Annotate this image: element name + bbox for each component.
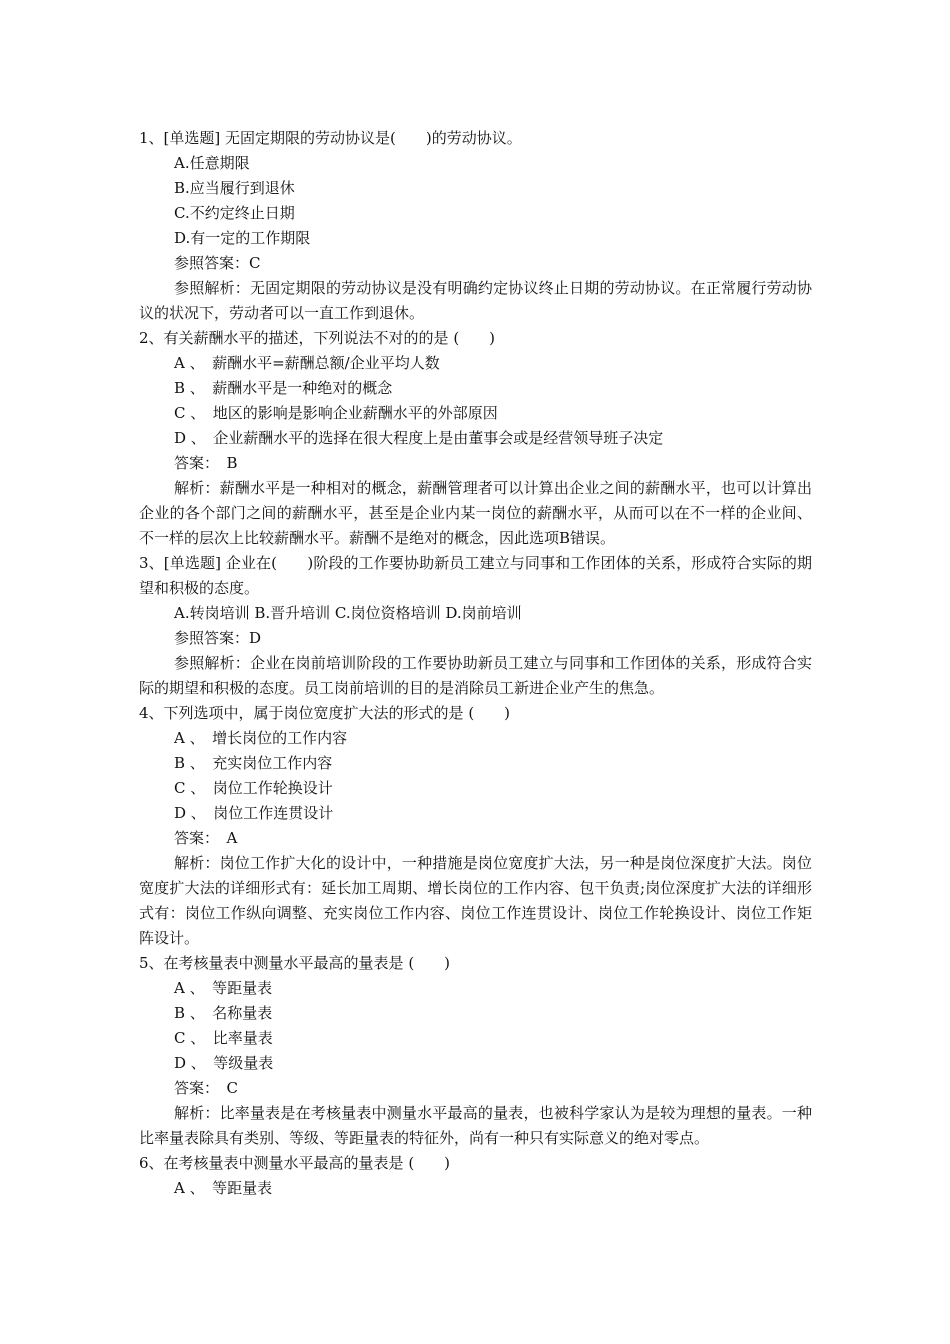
option-d: D 、 等级量表 (174, 1054, 274, 1072)
question-title: 3、[单选题] 企业在( )阶段的工作要协助新员工建立与同事和工作团体的关系，形成符合实际的期望和积极的态度。 (139, 554, 812, 597)
question-1 (139, 126, 812, 326)
option-a: A.任意期限 (174, 154, 250, 172)
option-c: C.不约定终止日期 (174, 204, 295, 222)
answer: 答案： C (174, 1079, 238, 1097)
question-5 (139, 951, 812, 1151)
answer: 参照答案：C (174, 254, 261, 272)
option-a: A 、 等距量表 (174, 1179, 273, 1197)
option-list: A.转岗培训 B.晋升培训 C.岗位资格培训 D.岗前培训 (174, 604, 522, 622)
question-3 (139, 551, 812, 701)
option-a: A 、 等距量表 (174, 979, 273, 997)
analysis: 解析：比率量表是在考核量表中测量水平最高的量表，也被科学家认为是较为理想的量表。一种比率量表除具有类别、等级、等距量表的特征外，尚有一种只有实际意义的绝对零点。 (139, 1104, 812, 1147)
question-title: 6、在考核量表中测量水平最高的量表是 ( ) (139, 1154, 451, 1172)
analysis: 参照解析：无固定期限的劳动协议是没有明确约定协议终止日期的劳动协议。在正常履行劳动协议的状况下，劳动者可以一直工作到退休。 (139, 279, 812, 322)
question-2 (139, 326, 812, 551)
question-title: 1、[单选题] 无固定期限的劳动协议是( )的劳动协议。 (139, 129, 522, 147)
option-d: D 、 企业薪酬水平的选择在很大程度上是由董事会或是经营领导班子决定 (174, 429, 664, 447)
option-b: B.应当履行到退休 (174, 179, 295, 197)
question-4 (139, 701, 812, 951)
option-d: D.有一定的工作期限 (174, 229, 311, 247)
option-c: C 、 岗位工作轮换设计 (174, 779, 333, 797)
analysis: 解析：薪酬水平是一种相对的概念，薪酬管理者可以计算出企业之间的薪酬水平，也可以计算出企业的各个部门之间的薪酬水平，甚至是企业内某一岗位的薪酬水平，从而可以在不一样的企业间、不一样的层次上比较薪酬水平。薪酬不是绝对的概念，因此选项B错误。 (139, 479, 812, 547)
option-a: A 、 薪酬水平=薪酬总额/企业平均人数 (174, 354, 440, 372)
question-6 (139, 1151, 812, 1201)
question-title: 4、下列选项中，属于岗位宽度扩大法的形式的是 ( ) (139, 704, 511, 722)
answer: 参照答案：D (174, 629, 262, 647)
question-title: 2、有关薪酬水平的描述，下列说法不对的的是 ( ) (139, 329, 496, 347)
question-title: 5、在考核量表中测量水平最高的量表是 ( ) (139, 954, 451, 972)
answer: 答案： A (174, 829, 238, 847)
analysis: 参照解析：企业在岗前培训阶段的工作要协助新员工建立与同事和工作团体的关系，形成符合实际的期望和积极的态度。员工岗前培训的目的是消除员工新进企业产生的焦急。 (139, 654, 812, 697)
option-b: B 、 充实岗位工作内容 (174, 754, 333, 772)
option-a: A 、 增长岗位的工作内容 (174, 729, 348, 747)
option-d: D 、 岗位工作连贯设计 (174, 804, 334, 822)
option-c: C 、 地区的影响是影响企业薪酬水平的外部原因 (174, 404, 498, 422)
analysis: 解析：岗位工作扩大化的设计中，一种措施是岗位宽度扩大法，另一种是岗位深度扩大法。岗位宽度扩大法的详细形式有：延长加工周期、增长岗位的工作内容、包干负责;岗位深度扩大法的详细形式有：岗位工作纵向调整、充实岗位工作内容、岗位工作连贯设计、岗位工作轮换设计、岗位工作矩阵设计。 (139, 854, 812, 947)
answer: 答案： B (174, 454, 238, 472)
option-c: C 、 比率量表 (174, 1029, 273, 1047)
option-b: B 、 名称量表 (174, 1004, 273, 1022)
document-page (139, 126, 812, 1201)
option-b: B 、 薪酬水平是一种绝对的概念 (174, 379, 393, 397)
